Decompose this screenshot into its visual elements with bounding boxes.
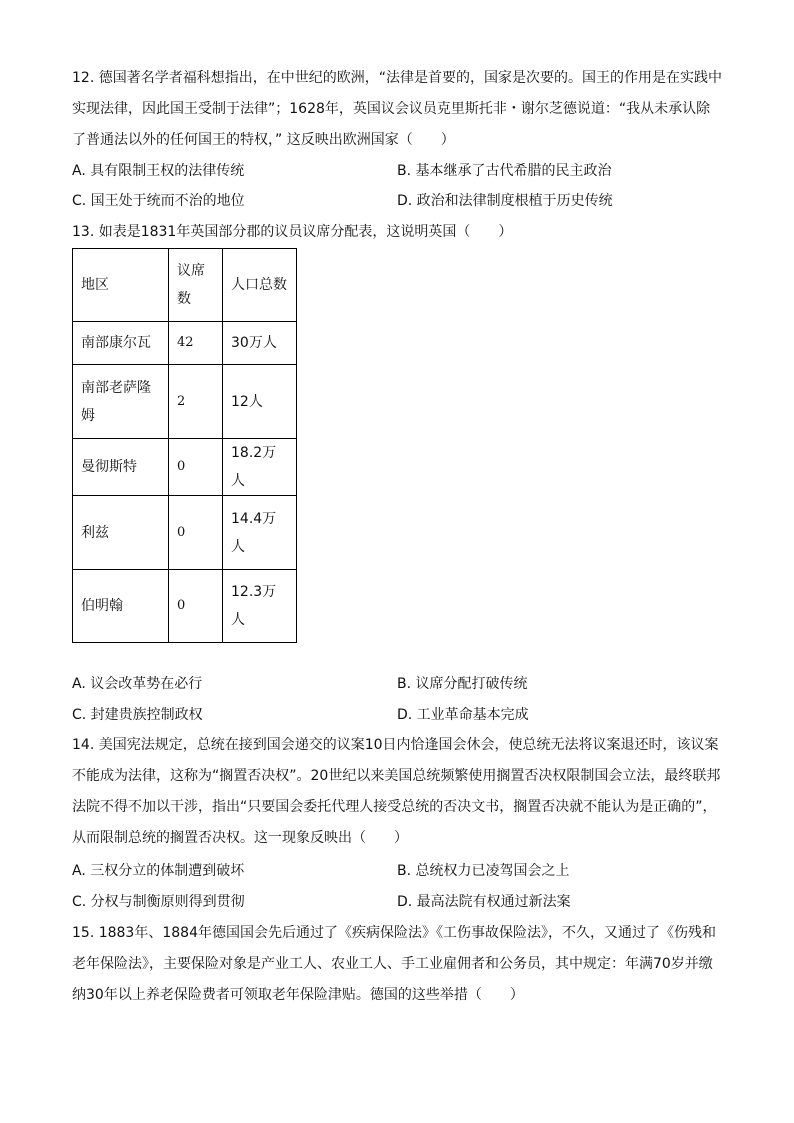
- table-row: [73, 439, 297, 496]
- seat-distribution-table: [72, 248, 297, 643]
- table-cell-population: 18.2万人: [223, 439, 297, 496]
- question-12-option-a: A. 具有限制王权的法律传统: [72, 163, 245, 179]
- table-row: [73, 496, 297, 570]
- question-14-option-b: B. 总统权力已凌驾国会之上: [397, 863, 570, 879]
- question-13-stem: 13. 如表是1831年英国部分郡的议员议席分配表，这说明英国（ ）: [72, 224, 513, 240]
- table-header-row: [73, 249, 297, 322]
- question-13-option-b: B. 议席分配打破传统: [397, 676, 528, 692]
- table-cell-population: 12.3万人: [223, 570, 297, 643]
- table-cell-region: 南部康尔瓦: [73, 322, 169, 365]
- table-cell-seats: 0: [169, 570, 223, 643]
- question-13-option-c: C. 封建贵族控制政权: [72, 707, 203, 723]
- table-cell-seats: 42: [169, 322, 223, 365]
- table-cell-region: 曼彻斯特: [73, 439, 169, 496]
- table-row: [73, 322, 297, 365]
- question-14-option-a: A. 三权分立的体制遭到破坏: [72, 863, 245, 879]
- table-cell-seats: 0: [169, 439, 223, 496]
- question-14-option-d: D. 最高法院有权通过新法案: [397, 894, 571, 910]
- table-cell-region: 伯明翰: [73, 570, 169, 643]
- table-cell-population: 30万人: [223, 322, 297, 365]
- table-row: [73, 570, 297, 643]
- question-14-stem: 14. 美国宪法规定，总统在接到国会递交的议案10日内恰逢国会休会，使总统无法将议案退还时，该议案不能成为法律，这称为“搁置否决权”。20世纪以来美国总统频繁使用搁置否决权限制国会立法，最终联邦法院不得不加以干涉，指出“只要国会委托代理人接受总统的否决文书，搁置否决就不能认为是正确的”，从而限制总统的搁置否决权。这一现象反映出（ ）: [72, 737, 721, 846]
- question-12-stem: 12. 德国著名学者福科想指出，在中世纪的欧洲，“法律是首要的，国家是次要的。国王的作用是在实践中实现法律，因此国王受制于法律”；1628年，英国议会议员克里斯托非・谢尔芝德说道：“我从未承认除了普通法以外的任何国王的特权，” 这反映出欧洲国家（ ）: [72, 70, 722, 148]
- table-cell-seats: 0: [169, 496, 223, 570]
- table-cell-region: 利兹: [73, 496, 169, 570]
- question-13-option-d: D. 工业革命基本完成: [397, 707, 529, 723]
- table-cell-seats: 2: [169, 365, 223, 439]
- table-row: [73, 365, 297, 439]
- question-12-option-b: B. 基本继承了古代希腊的民主政治: [397, 163, 612, 179]
- table-header-cell: 人口总数: [223, 249, 297, 322]
- question-12-option-c: C. 国王处于统而不治的地位: [72, 193, 245, 209]
- table-cell-population: 12人: [223, 365, 297, 439]
- table-header-cell: 地区: [73, 249, 169, 322]
- question-15-stem: 15. 1883年、1884年德国国会先后通过了《疾病保险法》《工伤事故保险法》，不久，又通过了《伤残和老年保险法》，主要保险对象是产业工人、农业工人、手工业雇佣者和公务员，其中规定：年满70岁并缴纳30年以上养老保险费者可领取老年保险津贴。德国的这些举措（ ）: [72, 925, 716, 1003]
- table-cell-region: 南部老萨隆姆: [73, 365, 169, 439]
- table-header-cell: 议席数: [169, 249, 223, 322]
- question-13-option-a: A. 议会改革势在必行: [72, 676, 203, 692]
- table-cell-population: 14.4万人: [223, 496, 297, 570]
- question-14-option-c: C. 分权与制衡原则得到贯彻: [72, 894, 245, 910]
- question-12-option-d: D. 政治和法律制度根植于历史传统: [397, 193, 613, 209]
